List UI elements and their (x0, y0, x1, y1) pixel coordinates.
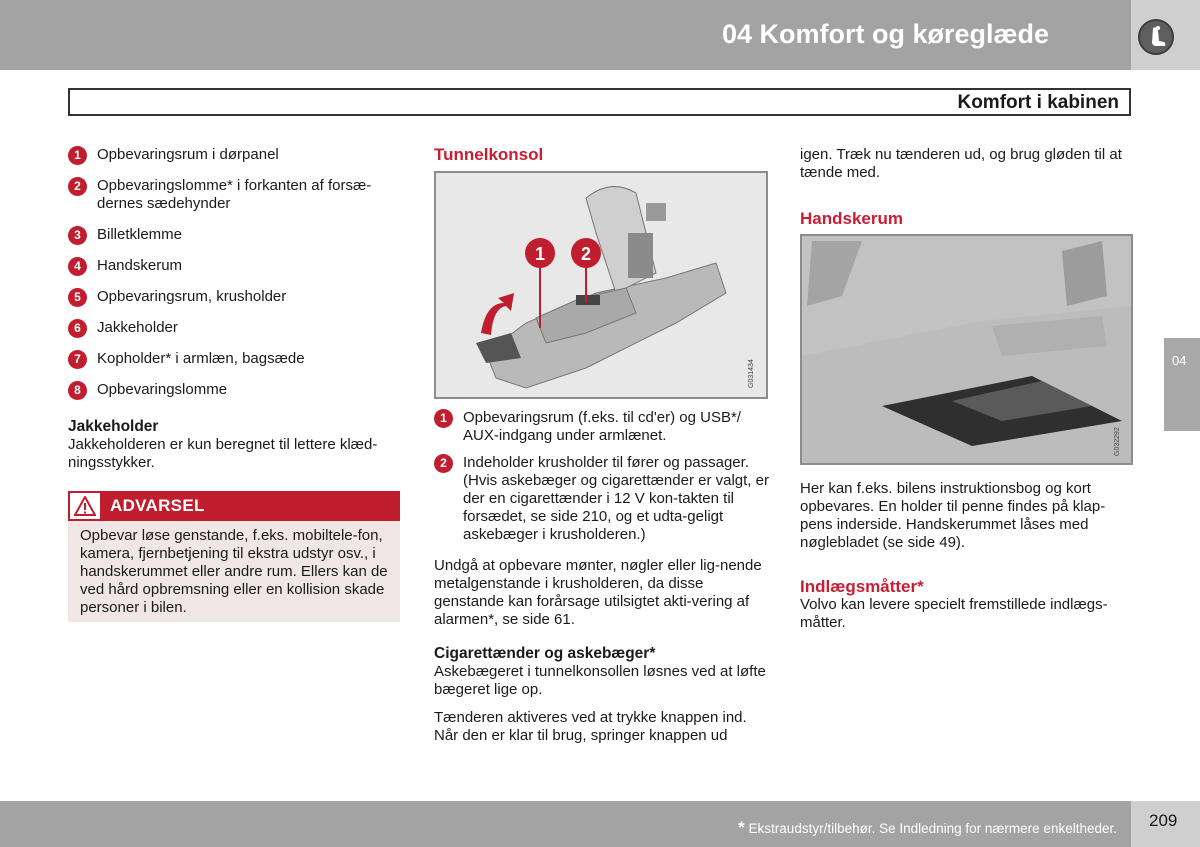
page-number: 209 (1149, 811, 1178, 830)
floor-mats-paragraph: Volvo kan levere specielt fremstillede indlægs-måtter. (800, 596, 1108, 631)
number-badge: 1 (68, 146, 87, 165)
tunnelkonsol-heading: Tunnelkonsol (434, 145, 544, 164)
cigarette-text: Askebægeret i tunnelkonsollen løsnes ved at løfte bægeret lige op. (434, 663, 766, 698)
glovebox-figure (800, 234, 1133, 465)
page-number-box (1131, 801, 1200, 847)
list-item-text: Handskerum (97, 257, 183, 274)
figure-callout-2: 2 (580, 244, 592, 264)
list-item-text: Billetklemme (97, 226, 183, 243)
list-item (68, 288, 403, 306)
tunnel-console-illustration (436, 173, 766, 397)
tunnelkonsol-heading-wrap (434, 146, 769, 164)
list-item (68, 257, 403, 275)
list-item (434, 409, 774, 445)
right-top (800, 146, 1135, 228)
list-item-text: Opbevaringsrum, krusholder (97, 288, 287, 305)
storage-list (68, 146, 403, 412)
number-badge: 4 (68, 257, 87, 276)
number-badge: 6 (68, 319, 87, 338)
glovebox-paragraph: Her kan f.eks. bilens instruktionsbog og kort opbevares. En holder til penne findes på klap-pens inderside. Handskerummet låses med nøglebladet (se side 49). (800, 480, 1106, 551)
chapter-tab-label: 04 (1172, 353, 1187, 368)
footnote-text: Ekstraudstyr/tilbehør. Se Indledning for nærmere enkeltheder. (748, 821, 1117, 836)
warning-triangle-icon (68, 491, 102, 521)
figure-callout-1: 1 (534, 244, 546, 264)
tunnel-console-figure (434, 171, 768, 399)
list-item-text: Opbevaringslomme (97, 381, 228, 398)
middle-body (434, 557, 770, 745)
list-item-text: Opbevaringsrum i dørpanel (97, 146, 279, 163)
number-badge: 7 (68, 350, 87, 369)
number-badge: 2 (68, 177, 87, 196)
footnote-star: * (738, 818, 745, 837)
warning-header (68, 491, 400, 521)
handskerum-heading: Handskerum (800, 209, 903, 228)
list-item-text: Opbevaringslomme* i forkanten af forsæ-dernes sædehynder (97, 177, 372, 212)
jakkeholder-heading: Jakkeholder (68, 418, 159, 435)
metal-warning-paragraph: Undgå at opbevare mønter, nøgler eller lig-nende metalgenstande i krusholderen, da disse genstande kan forårsage utilsigtet akti-vering af alarmen*, se side 61. (434, 557, 762, 628)
footer-note (738, 818, 1117, 838)
chapter-tab[interactable] (1164, 338, 1200, 431)
number-badge: 5 (68, 288, 87, 307)
list-item-text: Jakkeholder (97, 319, 178, 336)
header-bar (0, 0, 1131, 70)
list-item (68, 319, 403, 337)
figure-code: G032292 (1114, 427, 1121, 456)
number-badge: 8 (68, 381, 87, 400)
seat-icon (1138, 19, 1174, 55)
warning-box (68, 491, 400, 622)
lighter-continued-paragraph: igen. Træk nu tænderen ud, og brug gløden til at tænde med. (800, 146, 1122, 181)
list-item (68, 146, 403, 164)
section-title: Komfort i kabinen (957, 92, 1119, 113)
number-badge: 1 (434, 409, 453, 428)
tunnel-console-list (434, 409, 774, 547)
chapter-title: 04 Komfort og køreglæde (721, 19, 1049, 49)
list-item-text: Kopholder* i armlæn, bagsæde (97, 350, 305, 367)
list-item-text: Indeholder krusholder til fører og passager. (Hvis askebæger og cigarettænder er valgt, er der en cigarettænder i 12 V kon-takten til forsædet, se side 210, og et udta-geligt askebæger i krusholderen.) (463, 454, 769, 543)
number-badge: 2 (434, 454, 453, 473)
glovebox-illustration (802, 236, 1131, 463)
floor-mats-heading: Indlægsmåtter* (800, 577, 924, 596)
number-badge: 3 (68, 226, 87, 245)
footer-bar (0, 801, 1131, 847)
list-item (68, 226, 403, 244)
cigarette-heading: Cigarettænder og askebæger* (434, 645, 656, 662)
jakkeholder-text: Jakkeholderen er kun beregnet til lettere klæd-ningsstykker. (68, 436, 378, 471)
warning-title: ADVARSEL (110, 496, 205, 515)
lighter-paragraph: Tænderen aktiveres ved at trykke knappen ind. Når den er klar til brug, springer knappen ud (434, 709, 747, 744)
list-item (434, 454, 774, 544)
list-item-text: Opbevaringsrum (f.eks. til cd'er) og USB*/ AUX-indgang under armlænet. (463, 409, 741, 444)
right-body (800, 480, 1135, 632)
list-item (68, 350, 403, 368)
list-item (68, 381, 403, 399)
list-item (68, 177, 383, 213)
warning-text: Opbevar løse genstande, f.eks. mobiltele-fon, kamera, fjernbetjening til ekstra udstyr osv., i handskerummet eller andre rum. Ellers kan de ved hård opbremsning eller en kollision skade personer i bilen. (80, 527, 388, 616)
section-heading-box (68, 88, 1131, 116)
jakkeholder-section (68, 418, 403, 472)
figure-code: G031434 (748, 359, 755, 388)
